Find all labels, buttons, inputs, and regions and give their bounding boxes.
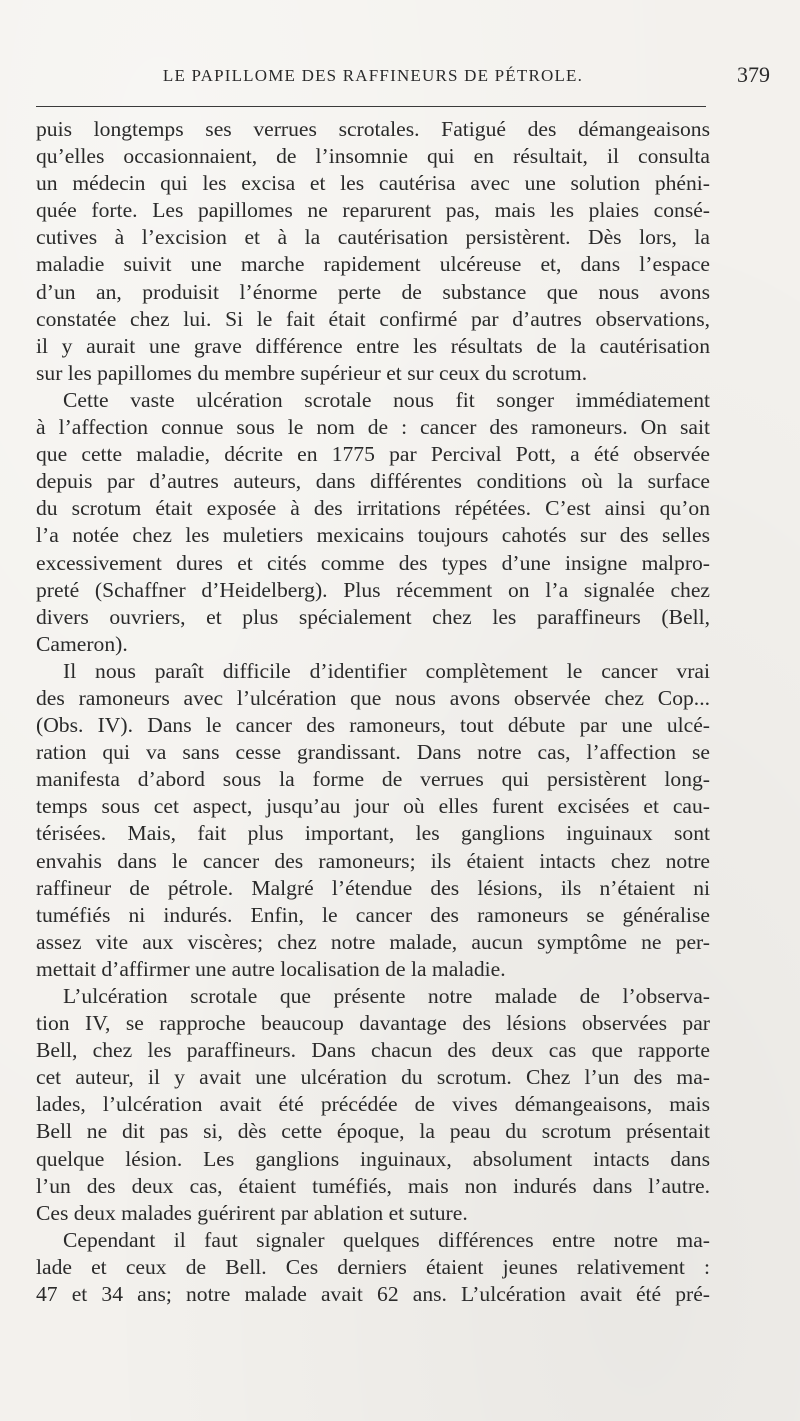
text-line: sur les papillomes du membre supérieur et sur ceux du scrotum.	[36, 360, 588, 385]
text-line: ration qui va sans cesse grandissant. Dans notre cas, l’affection se	[36, 740, 710, 765]
text-line: L’ulcération scrotale que présente notre malade de l’observa-	[63, 984, 710, 1008]
text-line: d’un an, produisit l’énorme perte de substance que nous avons	[36, 279, 710, 304]
text-line: qu’elles occasionnaient, de l’insomnie qui en résultait, il consulta	[36, 144, 710, 169]
text-line: que cette maladie, décrite en 1775 par Percival Pott, a été observée	[36, 442, 710, 467]
text-line: quée forte. Les papillomes ne reparurent pas, mais les plaies consé-	[36, 198, 710, 223]
text-line: Ces deux malades guérirent par ablation et suture.	[36, 1200, 468, 1225]
text-line: il y aurait une grave différence entre les résultats de la cautérisation	[36, 333, 710, 358]
text-line: du scrotum était exposée à des irritations répétées. C’est ainsi qu’on	[36, 496, 710, 521]
body-text	[36, 116, 710, 1308]
text-line: manifesta d’abord sous la forme de verrues qui persistèrent long-	[36, 767, 710, 792]
text-line: envahis dans le cancer des ramoneurs; ils étaient intacts chez notre	[36, 848, 710, 873]
text-line: des ramoneurs avec l’ulcération que nous avons observée chez Cop...	[36, 685, 710, 710]
text-line: Cependant il faut signaler quelques différences entre notre ma-	[63, 1227, 710, 1252]
text-line: mettait d’affirmer une autre localisation de la maladie.	[36, 956, 506, 981]
text-line: temps sous cet aspect, jusqu’au jour où elles furent excisées et cau-	[36, 794, 710, 819]
text-line: l’a notée chez les muletiers mexicains toujours cahotés sur des selles	[36, 523, 710, 548]
text-line: assez vite aux viscères; chez notre malade, aucun symptôme ne per-	[36, 929, 710, 954]
text-line: preté (Schaffner d’Heidelberg). Plus récemment on l’a signalée chez	[36, 577, 710, 602]
text-line: Cette vaste ulcération scrotale nous fit songer immédiatement	[63, 387, 710, 412]
text-line: excessivement dures et cités comme des types d’une insigne malpro-	[36, 550, 710, 575]
running-title: LE PAPILLOME DES RAFFINEURS DE PÉTROLE.	[162, 66, 584, 85]
text-line: tion IV, se rapproche beaucoup davantage des lésions observées par	[36, 1011, 710, 1036]
text-line: lade et ceux de Bell. Ces derniers étaient jeunes relativement :	[36, 1254, 710, 1279]
header-rule	[36, 106, 706, 107]
text-line: lades, l’ulcération avait été précédée de vives démangeaisons, mais	[36, 1092, 710, 1117]
text-line: tuméfiés ni indurés. Enfin, le cancer des ramoneurs se généralise	[36, 902, 710, 927]
text-line: constatée chez lui. Si le fait était confirmé par d’autres observations,	[36, 306, 710, 331]
text-line: depuis par d’autres auteurs, dans différentes conditions où la surface	[36, 469, 710, 494]
text-line: un médecin qui les excisa et les cautérisa avec une solution phéni-	[36, 171, 710, 196]
text-line: raffineur de pétrole. Malgré l’étendue des lésions, ils n’étaient ni	[36, 875, 710, 900]
text-line: maladie suivit une marche rapidement ulcéreuse et, dans l’espace	[36, 252, 710, 277]
text-line: divers ouvriers, et plus spécialement chez les paraffineurs (Bell,	[36, 604, 710, 629]
text-line: cutives à l’excision et à la cautérisation persistèrent. Dès lors, la	[36, 225, 710, 250]
running-head	[36, 60, 770, 90]
page-number: 379	[737, 62, 770, 87]
text-line: l’un des deux cas, étaient tuméfiés, mais non indurés dans l’autre.	[36, 1173, 710, 1198]
text-line: Cameron).	[36, 631, 128, 656]
text-line: Il nous paraît difficile d’identifier complètement le cancer vrai	[63, 658, 710, 683]
text-line: à l’affection connue sous le nom de : cancer des ramoneurs. On sait	[36, 415, 710, 440]
text-line: (Obs. IV). Dans le cancer des ramoneurs, tout débute par une ulcé-	[36, 713, 710, 738]
text-line: puis longtemps ses verrues scrotales. Fatigué des démangeaisons	[36, 117, 710, 141]
text-line: quelque lésion. Les ganglions inguinaux, absolument intacts dans	[36, 1146, 710, 1171]
text-line: 47 et 34 ans; notre malade avait 62 ans. L’ulcération avait été pré-	[36, 1282, 710, 1307]
text-line: térisées. Mais, fait plus important, les ganglions inguinaux sont	[36, 821, 710, 846]
text-line: Bell, chez les paraffineurs. Dans chacun des deux cas que rapporte	[36, 1038, 710, 1063]
text-line: Bell ne dit pas si, dès cette époque, la peau du scrotum présentait	[36, 1119, 710, 1144]
text-line: cet auteur, il y avait une ulcération du scrotum. Chez l’un des ma-	[36, 1065, 710, 1090]
